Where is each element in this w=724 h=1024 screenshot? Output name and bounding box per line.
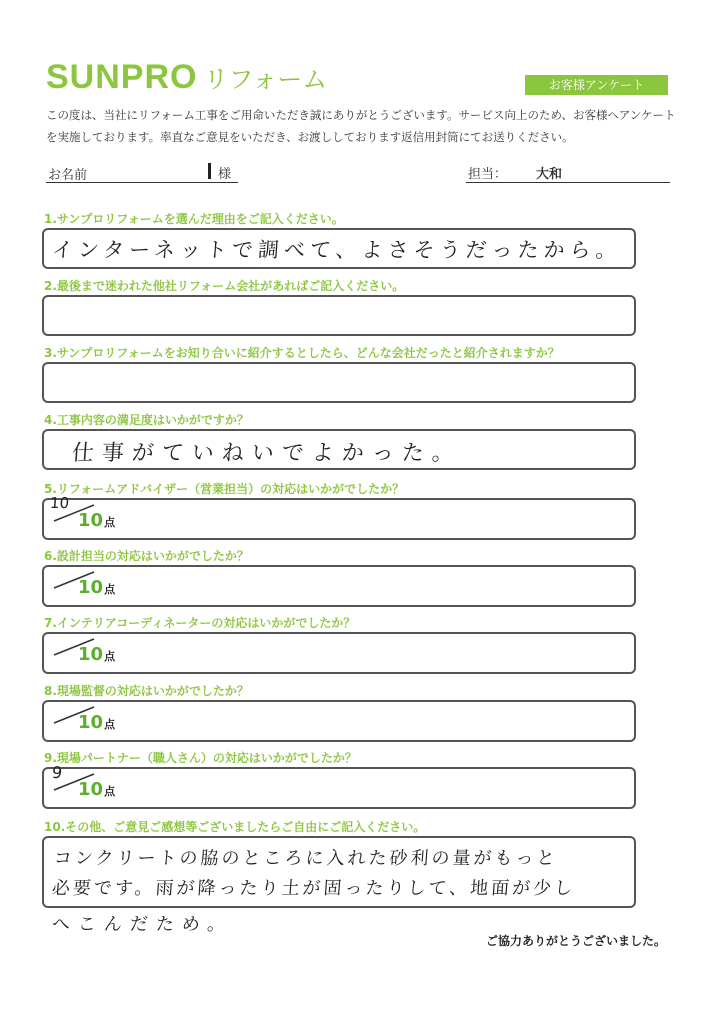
question-1-answer-box bbox=[42, 228, 636, 269]
question-1-answer: インターネットで調べて、よさそうだったから。 bbox=[51, 238, 623, 262]
staff-field bbox=[466, 160, 670, 183]
question-9-score: 9 bbox=[51, 763, 63, 782]
question-3-answer-box bbox=[42, 362, 636, 403]
question-9-label: 9.現場パートナー（職人さん）の対応はいかがでしたか？ bbox=[44, 751, 357, 765]
logo-subtitle: リフォーム bbox=[203, 65, 328, 94]
question-6-max-score: 10点 bbox=[78, 577, 116, 598]
question-2-label: 2.最後まで迷われた他社リフォーム会社があればご記入ください。 bbox=[44, 279, 405, 293]
question-6-label: 6.設計担当の対応はいかがでしたか？ bbox=[44, 549, 249, 563]
question-9-max-score: 10点 bbox=[78, 779, 116, 800]
question-10-answer-line-1: コンクリートの脇のところに入れた砂利の量がもっと bbox=[53, 848, 559, 869]
thanks-message: ご協力ありがとうございました。 bbox=[486, 934, 667, 948]
question-1-label: 1.サンプロリフォームを選んだ理由をご記入ください。 bbox=[44, 212, 344, 226]
survey-badge: お客様アンケート bbox=[525, 75, 668, 95]
staff-label: 担当： bbox=[468, 167, 508, 182]
question-2-answer-box bbox=[42, 295, 636, 336]
question-4-answer: 仕事がていねいでよかった。 bbox=[70, 441, 463, 466]
question-5-label: 5.リフォームアドバイザー（営業担当）の対応はいかがでしたか？ bbox=[44, 482, 405, 496]
question-8-score-box bbox=[42, 700, 636, 742]
question-8-max-score: 10点 bbox=[78, 712, 116, 733]
logo-brand: SUNPRO bbox=[46, 58, 198, 96]
intro-text: この度は、当社にリフォーム工事をご用命いただき誠にありがとうございます。サービス向上のため、お客様へアンケートを実施しております。率直なご意見をいただき、お渡ししております返信用封筒にてお送りください。 bbox=[46, 108, 676, 144]
question-5-score: 10 bbox=[49, 494, 70, 512]
handwritten-name-mark bbox=[208, 163, 211, 179]
question-5-max-score: 10点 bbox=[78, 510, 116, 531]
question-4-answer-box bbox=[42, 429, 636, 470]
question-10-answer-box bbox=[42, 836, 636, 908]
staff-name: 大和 bbox=[536, 167, 563, 182]
question-10-answer-line-3: へこんだため。 bbox=[51, 914, 234, 935]
customer-name-field bbox=[46, 160, 238, 183]
question-10-answer-line-2: 必要です。雨が降ったり土が固ったりして、地面が少し bbox=[51, 878, 576, 899]
customer-name-label: お名前 bbox=[48, 168, 88, 183]
sunpro-logo bbox=[46, 58, 327, 97]
question-10-label: 10.その他、ご意見ご感想等ございましたらご自由にご記入ください。 bbox=[44, 820, 426, 834]
customer-name-suffix: 様 bbox=[218, 167, 232, 182]
question-4-label: 4.工事内容の満足度はいかがですか？ bbox=[44, 413, 249, 427]
question-9-score-box bbox=[42, 763, 636, 809]
question-5-score-box bbox=[42, 494, 636, 540]
question-7-score-box bbox=[42, 632, 636, 674]
question-8-label: 8.現場監督の対応はいかがでしたか？ bbox=[44, 684, 249, 698]
question-6-score-box bbox=[42, 565, 636, 607]
question-7-max-score: 10点 bbox=[78, 644, 116, 665]
question-3-label: 3.サンプロリフォームをお知り合いに紹介するとしたら、どんな会社だったと紹介されますか？ bbox=[44, 346, 560, 360]
question-7-label: 7.インテリアコーディネーターの対応はいかがでしたか？ bbox=[44, 616, 356, 630]
